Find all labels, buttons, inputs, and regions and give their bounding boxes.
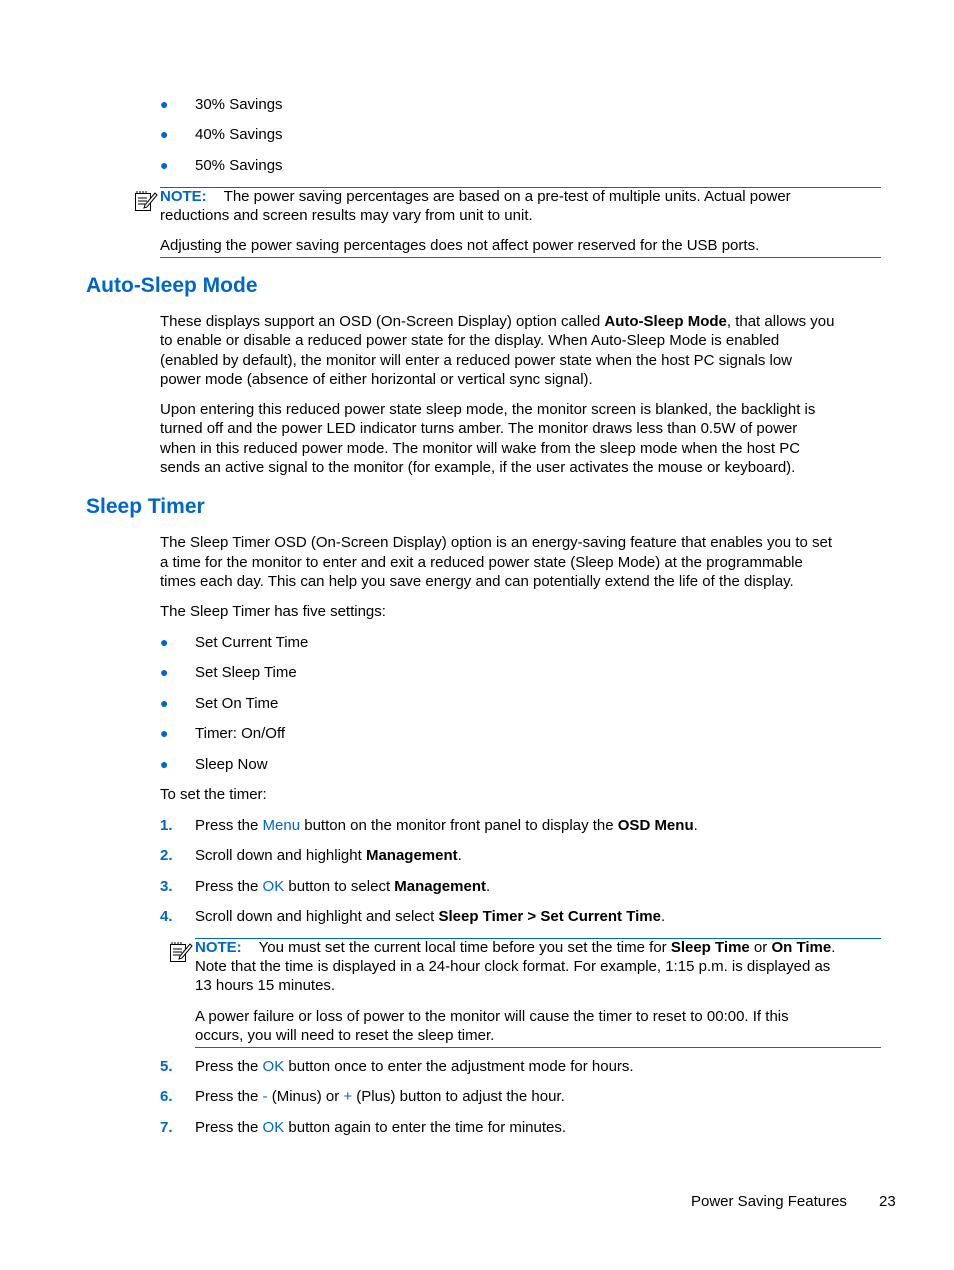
paragraph-line: a time for the monitor to enter and exit a reduced power state (Sleep Mode) at the programmable (160, 554, 803, 571)
section-heading: Sleep Timer (86, 495, 205, 518)
plus-button-ref: + (343, 1088, 353, 1105)
paragraph-line: sends an active signal to the monitor (for example, if the user activates the mouse or keyboard). (160, 459, 796, 476)
step-text: Press the OK button to select Management. (195, 878, 491, 895)
section-heading: Auto-Sleep Mode (86, 274, 258, 297)
note-text: A power failure or loss of power to the monitor will cause the timer to reset to 00:00. If this (195, 1008, 789, 1025)
bullet-dot: ● (160, 725, 169, 741)
bullet-dot: ● (160, 96, 169, 112)
note-text: Note that the time is displayed in a 24-hour clock format. For example, 1:15 p.m. is displayed as (195, 958, 831, 975)
paragraph-line: power mode (absence of either horizontal or vertical sync signal). (160, 371, 593, 388)
paragraph-line: These displays support an OSD (On-Screen Display) option called Auto-Sleep Mode, that allows you (160, 313, 835, 330)
step-number: 2. (160, 847, 173, 864)
paragraph-line: to enable or disable a reduced power state for the display. When Auto-Sleep Mode is enabled (160, 332, 780, 349)
paragraph-line: Upon entering this reduced power state sleep mode, the monitor screen is blanked, the backlight is (160, 401, 816, 418)
list-item: Set On Time (195, 695, 279, 712)
footer-section-title: Power Saving Features (691, 1193, 847, 1210)
note-pencil-icon (134, 190, 158, 212)
list-item: Set Current Time (195, 634, 309, 651)
bullet-dot: ● (160, 756, 169, 772)
note-text: occurs, you will need to reset the sleep timer. (195, 1027, 495, 1044)
bullet-dot: ● (160, 157, 169, 173)
note-text: The power saving percentages are based on a pre-test of multiple units. Actual power (223, 188, 791, 205)
step-text: Press the OK button once to enter the adjustment mode for hours. (195, 1058, 634, 1075)
page-number: 23 (879, 1193, 896, 1210)
step-number: 3. (160, 878, 173, 895)
bullet-dot: ● (160, 664, 169, 680)
note-text: Adjusting the power saving percentages does not affect power reserved for the USB ports. (160, 237, 760, 254)
note-label: NOTE: (195, 939, 242, 956)
note-pencil-icon (169, 941, 193, 963)
step-number: 5. (160, 1058, 173, 1075)
step-number: 1. (160, 817, 173, 834)
paragraph-line: The Sleep Timer has five settings: (160, 603, 386, 620)
step-text: Press the - (Minus) or + (Plus) button to adjust the hour. (195, 1088, 565, 1105)
paragraph-line: (enabled by default), the monitor will enter a reduced power state when the host PC signals low (160, 352, 793, 369)
note-label: NOTE: (160, 188, 207, 205)
step-number: 6. (160, 1088, 173, 1105)
paragraph-line: times each day. This can help you save energy and can potentially extend the life of the display. (160, 573, 794, 590)
bullet-dot: ● (160, 634, 169, 650)
list-item: 50% Savings (195, 157, 283, 174)
list-item: Sleep Now (195, 756, 268, 773)
list-item: 40% Savings (195, 126, 283, 143)
step-text: Press the Menu button on the monitor front panel to display the OSD Menu. (195, 817, 698, 834)
step-number: 4. (160, 908, 173, 925)
step-text: Scroll down and highlight Management. (195, 847, 462, 864)
paragraph-line: To set the timer: (160, 786, 267, 803)
note-bottom-rule (160, 257, 881, 258)
note-bottom-rule (195, 1047, 881, 1048)
note-line (160, 187, 791, 207)
paragraph-line: The Sleep Timer OSD (On-Screen Display) option is an energy-saving feature that enables you to set (160, 534, 833, 551)
ok-button-ref: OK (262, 878, 285, 895)
list-item: Set Sleep Time (195, 664, 297, 681)
minus-button-ref: - (262, 1088, 268, 1105)
paragraph-line: when in this reduced power mode. The monitor will wake from the sleep mode when the host PC (160, 440, 801, 457)
bullet-dot: ● (160, 126, 169, 142)
step-text: Press the OK button again to enter the time for minutes. (195, 1119, 567, 1136)
note-text: 13 hours 15 minutes. (195, 977, 336, 994)
menu-button-ref: Menu (262, 817, 301, 834)
paragraph-line: turned off and the power LED indicator turns amber. The monitor draws less than 0.5W of power (160, 420, 798, 437)
step-number: 7. (160, 1119, 173, 1136)
step-text: Scroll down and highlight and select Sleep Timer > Set Current Time. (195, 908, 666, 925)
ok-button-ref: OK (262, 1058, 285, 1075)
note-line: NOTE: You must set the current local time before you set the time for Sleep Time or On Time. (195, 939, 836, 956)
bullet-dot: ● (160, 695, 169, 711)
ok-button-ref: OK (262, 1119, 285, 1136)
note-text: reductions and screen results may vary from unit to unit. (160, 207, 533, 224)
list-item: 30% Savings (195, 96, 283, 113)
list-item: Timer: On/Off (195, 725, 286, 742)
